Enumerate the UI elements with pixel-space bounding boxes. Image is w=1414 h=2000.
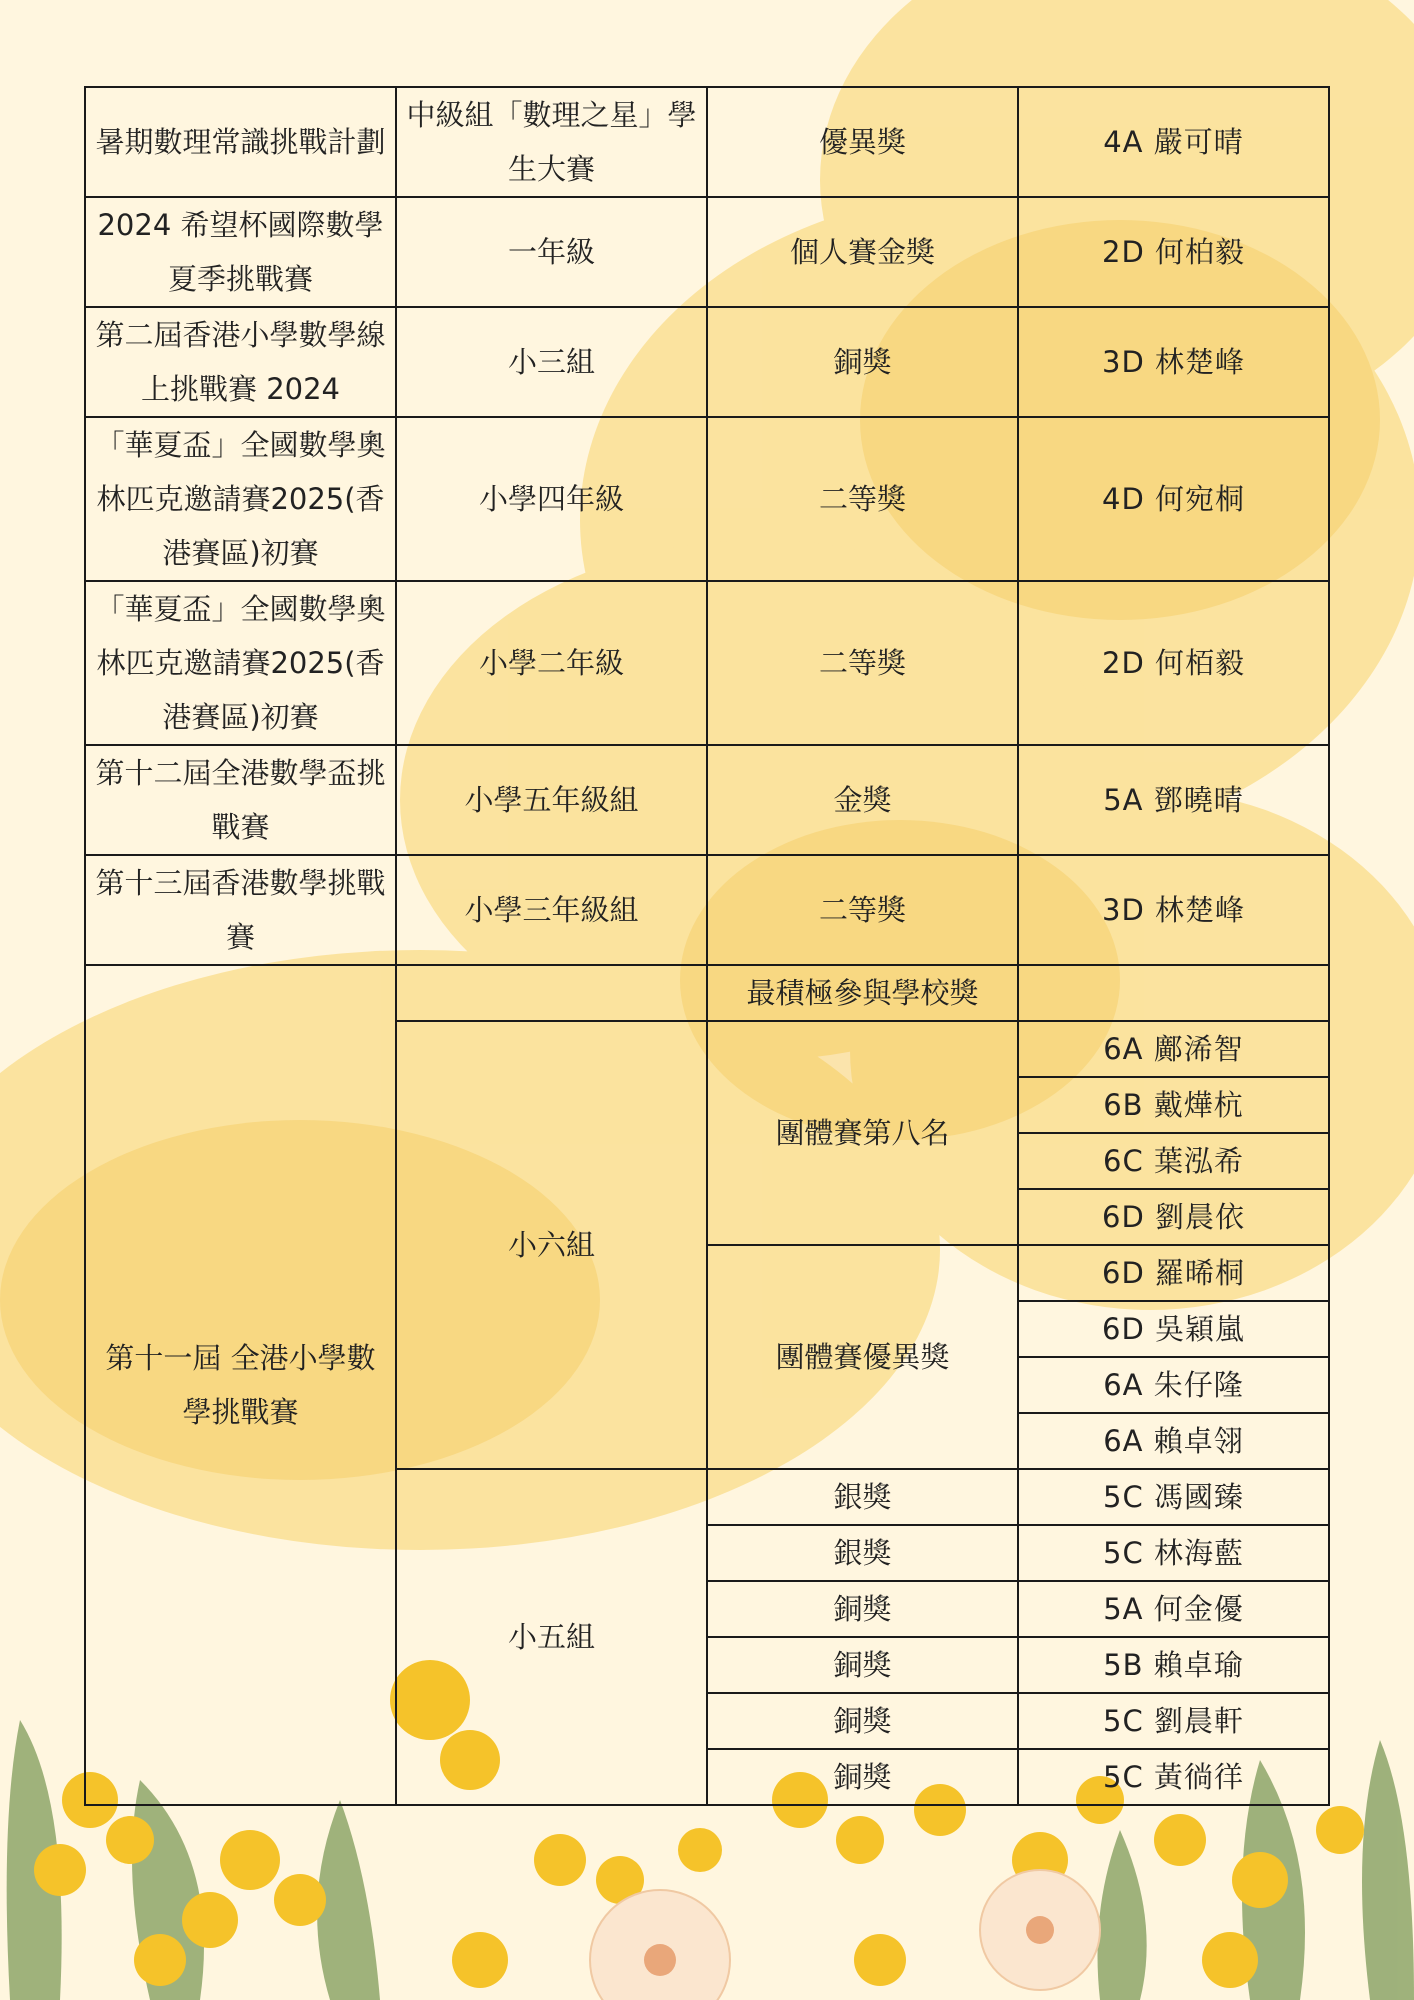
student-cell: 6C 葉泓希 bbox=[1018, 1133, 1329, 1189]
student-cell: 6D 劉晨依 bbox=[1018, 1189, 1329, 1245]
group-cell: 小三組 bbox=[396, 307, 707, 417]
student-cell-empty bbox=[1018, 965, 1329, 1021]
table-row bbox=[85, 307, 1329, 417]
award-cell: 銅獎 bbox=[707, 1637, 1018, 1693]
student-cell: 5C 黃徜徉 bbox=[1018, 1749, 1329, 1805]
award-cell: 個人賽金獎 bbox=[707, 197, 1018, 307]
student-cell: 3D 林楚峰 bbox=[1018, 307, 1329, 417]
competition-cell: 「華夏盃」全國數學奧林匹克邀請賽2025(香港賽區)初賽 bbox=[85, 581, 396, 745]
student-cell: 6D 吳穎嵐 bbox=[1018, 1301, 1329, 1357]
group-cell-p5: 小五組 bbox=[396, 1469, 707, 1805]
table-row bbox=[85, 745, 1329, 855]
student-cell: 5B 賴卓瑜 bbox=[1018, 1637, 1329, 1693]
award-cell: 優異獎 bbox=[707, 87, 1018, 197]
group-cell: 小學二年級 bbox=[396, 581, 707, 745]
student-cell: 5A 何金優 bbox=[1018, 1581, 1329, 1637]
group-cell: 小學三年級組 bbox=[396, 855, 707, 965]
award-cell: 銅獎 bbox=[707, 1693, 1018, 1749]
group-cell: 中級組「數理之星」學生大賽 bbox=[396, 87, 707, 197]
table-row bbox=[85, 965, 1329, 1021]
student-cell: 6B 戴燁杭 bbox=[1018, 1077, 1329, 1133]
student-cell: 6A 賴卓翎 bbox=[1018, 1413, 1329, 1469]
award-cell: 二等獎 bbox=[707, 417, 1018, 581]
student-cell: 4A 嚴可晴 bbox=[1018, 87, 1329, 197]
student-cell: 6D 羅晞桐 bbox=[1018, 1245, 1329, 1301]
award-cell: 銀獎 bbox=[707, 1525, 1018, 1581]
awards-table bbox=[84, 86, 1330, 1806]
table-row bbox=[85, 581, 1329, 745]
group-cell-empty bbox=[396, 965, 707, 1021]
competition-cell: 第十三屆香港數學挑戰賽 bbox=[85, 855, 396, 965]
award-cell: 銅獎 bbox=[707, 1749, 1018, 1805]
competition-cell: 暑期數理常識挑戰計劃 bbox=[85, 87, 396, 197]
student-cell: 2D 何栢毅 bbox=[1018, 581, 1329, 745]
award-cell: 銅獎 bbox=[707, 307, 1018, 417]
student-cell: 2D 何柏毅 bbox=[1018, 197, 1329, 307]
competition-cell: 「華夏盃」全國數學奧林匹克邀請賽2025(香港賽區)初賽 bbox=[85, 417, 396, 581]
student-cell: 5C 劉晨軒 bbox=[1018, 1693, 1329, 1749]
table-row bbox=[85, 855, 1329, 965]
table-row bbox=[85, 197, 1329, 307]
student-cell: 6A 朱仔隆 bbox=[1018, 1357, 1329, 1413]
award-cell: 金獎 bbox=[707, 745, 1018, 855]
group-cell-p6: 小六組 bbox=[396, 1021, 707, 1469]
competition-cell: 2024 希望杯國際數學夏季挑戰賽 bbox=[85, 197, 396, 307]
competition-cell-main: 第十一屆 全港小學數學挑戰賽 bbox=[85, 965, 396, 1805]
competition-cell: 第二屆香港小學數學線上挑戰賽 2024 bbox=[85, 307, 396, 417]
award-cell: 銅獎 bbox=[707, 1581, 1018, 1637]
student-cell: 6A 鄺浠智 bbox=[1018, 1021, 1329, 1077]
student-cell: 4D 何宛桐 bbox=[1018, 417, 1329, 581]
table-row bbox=[85, 87, 1329, 197]
group-cell: 小學五年級組 bbox=[396, 745, 707, 855]
award-cell: 銀獎 bbox=[707, 1469, 1018, 1525]
award-cell: 二等獎 bbox=[707, 581, 1018, 745]
team-eighth-award-cell: 團體賽第八名 bbox=[707, 1021, 1018, 1245]
competition-cell: 第十二屆全港數學盃挑戰賽 bbox=[85, 745, 396, 855]
group-cell: 一年級 bbox=[396, 197, 707, 307]
student-cell: 5C 馮國臻 bbox=[1018, 1469, 1329, 1525]
award-cell: 二等獎 bbox=[707, 855, 1018, 965]
table-row bbox=[85, 417, 1329, 581]
student-cell: 3D 林楚峰 bbox=[1018, 855, 1329, 965]
team-merit-award-cell: 團體賽優異獎 bbox=[707, 1245, 1018, 1469]
student-cell: 5A 鄧曉晴 bbox=[1018, 745, 1329, 855]
school-award-cell: 最積極參與學校獎 bbox=[707, 965, 1018, 1021]
student-cell: 5C 林海藍 bbox=[1018, 1525, 1329, 1581]
group-cell: 小學四年級 bbox=[396, 417, 707, 581]
